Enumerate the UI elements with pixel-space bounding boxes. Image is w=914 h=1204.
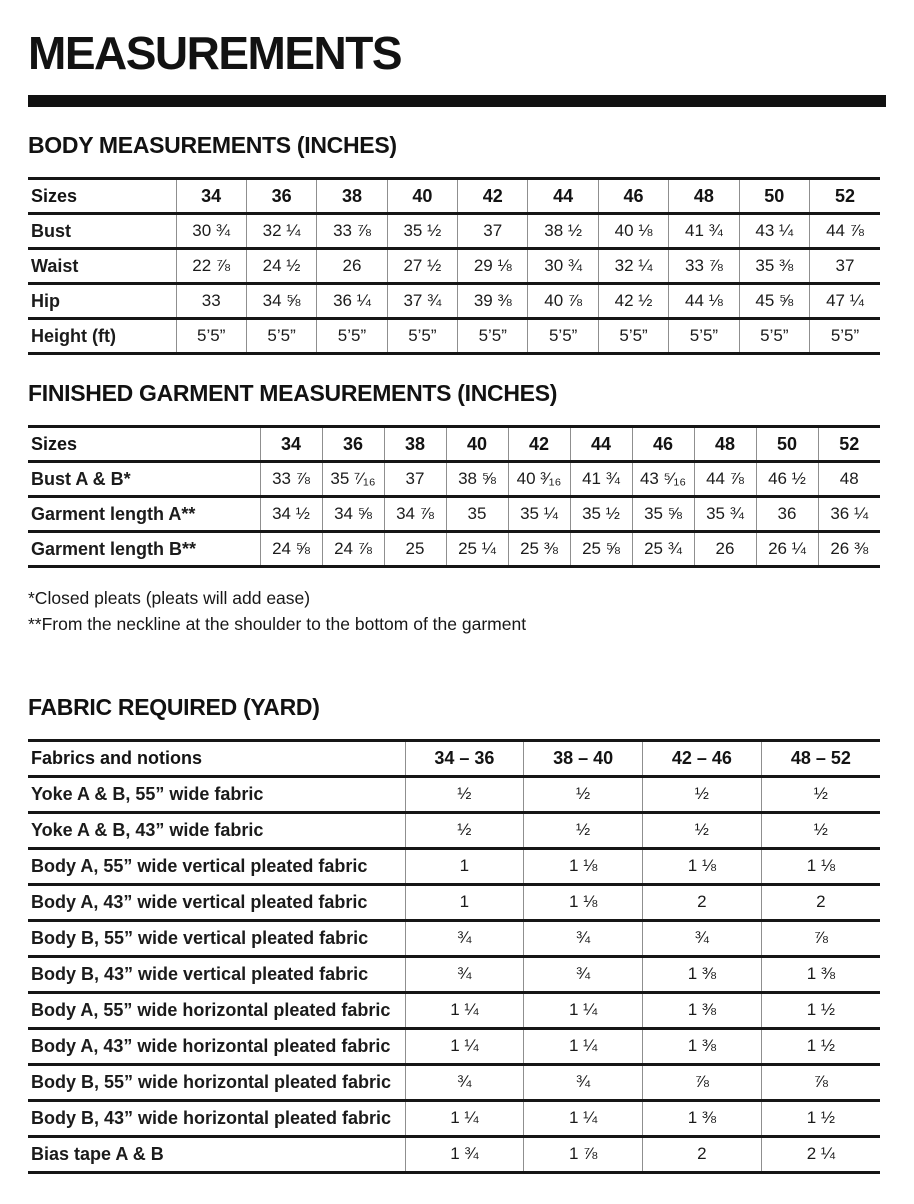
row-label: Bust [28,214,176,249]
value-cell: 40 ⅛ [598,214,668,249]
table-row [28,1028,880,1064]
column-header: 34 [176,179,246,214]
value-cell: 44 ⅞ [694,462,756,497]
table-header-row [28,179,880,214]
table-row [28,497,880,532]
table-row [28,992,880,1028]
value-cell: 35 ⅜ [739,249,809,284]
value-cell: ¾ [405,920,524,956]
value-cell: 24 ½ [246,249,316,284]
value-cell: 42 ½ [598,284,668,319]
row-label: Body A, 55” wide horizontal pleated fabric [28,992,405,1028]
column-header: 38 [384,427,446,462]
value-cell: 1 ⅛ [761,848,880,884]
value-cell: 45 ⅝ [739,284,809,319]
value-cell: 37 [384,462,446,497]
value-cell: 36 ¼ [317,284,387,319]
value-cell: 35 [446,497,508,532]
value-cell: 34 ⅝ [246,284,316,319]
column-header: 52 [818,427,880,462]
value-cell: 40 ³⁄₁₆ [508,462,570,497]
value-cell: 1 ¼ [524,992,643,1028]
value-cell: 32 ¼ [246,214,316,249]
value-cell: 25 ¼ [446,532,508,567]
value-cell: 33 ⅞ [260,462,322,497]
value-cell: ¾ [524,920,643,956]
value-cell: 25 ¾ [632,532,694,567]
value-cell: 34 ⅝ [322,497,384,532]
value-cell: 1 ⅞ [524,1136,643,1172]
footnotes [28,586,886,638]
row-label: Body A, 43” wide horizontal pleated fabric [28,1028,405,1064]
value-cell: 5’5” [528,319,598,354]
value-cell: ¾ [524,956,643,992]
table-header-label: Sizes [28,427,260,462]
value-cell: ⅞ [643,1064,762,1100]
value-cell: 1 ¾ [405,1136,524,1172]
row-label: Garment length B** [28,532,260,567]
value-cell: 34 ⅞ [384,497,446,532]
table-row [28,319,880,354]
value-cell: 38 ½ [528,214,598,249]
value-cell: 22 ⅞ [176,249,246,284]
value-cell: 36 [756,497,818,532]
value-cell: 37 [810,249,880,284]
value-cell: 1 ⅛ [524,884,643,920]
body-measurements-heading: BODY MEASUREMENTS (INCHES) [28,132,397,158]
value-cell: 1 ¼ [405,992,524,1028]
title-divider-rule [28,95,886,107]
value-cell: ½ [405,776,524,812]
fabric-required-table [28,739,880,1174]
value-cell: 26 [317,249,387,284]
body-measurements-table [28,177,880,355]
column-header: 42 [458,179,528,214]
value-cell: 1 ¼ [524,1028,643,1064]
value-cell: 48 [818,462,880,497]
row-label: Body B, 55” wide vertical pleated fabric [28,920,405,956]
row-label: Body B, 55” wide horizontal pleated fabric [28,1064,405,1100]
column-header: 38 [317,179,387,214]
row-label: Body B, 43” wide vertical pleated fabric [28,956,405,992]
table-row [28,848,880,884]
fabric-required-section [28,693,886,1174]
column-header: 46 [632,427,694,462]
value-cell: 26 ⅜ [818,532,880,567]
value-cell: 29 ⅛ [458,249,528,284]
value-cell: 41 ¾ [669,214,739,249]
table-header-row [28,740,880,776]
footnote-neckline: **From the neckline at the shoulder to the bottom of the garment [28,613,527,634]
value-cell: ¾ [405,956,524,992]
value-cell: 2 [643,1136,762,1172]
value-cell: 1 ½ [761,1028,880,1064]
page-title: MEASUREMENTS [28,27,402,79]
value-cell: ⅞ [761,920,880,956]
column-header: 46 [598,179,668,214]
value-cell: 34 ½ [260,497,322,532]
footnote-closed-pleats: *Closed pleats (pleats will add ease) [28,588,311,608]
table-row [28,884,880,920]
value-cell: 27 ½ [387,249,457,284]
table-row [28,956,880,992]
value-cell: 1 ¼ [405,1100,524,1136]
column-header: 48 [669,179,739,214]
value-cell: 1 ½ [761,1100,880,1136]
value-cell: 5’5” [739,319,809,354]
column-header: 36 [246,179,316,214]
value-cell: 5’5” [176,319,246,354]
value-cell: 25 [384,532,446,567]
value-cell: 1 ⅛ [643,848,762,884]
value-cell: 47 ¼ [810,284,880,319]
value-cell: 5’5” [810,319,880,354]
row-label: Bias tape A & B [28,1136,405,1172]
value-cell: 2 [761,884,880,920]
value-cell: ¾ [643,920,762,956]
value-cell: 33 [176,284,246,319]
row-label: Height (ft) [28,319,176,354]
column-header: 48 – 52 [761,740,880,776]
value-cell: 1 ½ [761,992,880,1028]
value-cell: 1 ¼ [524,1100,643,1136]
column-header: 50 [756,427,818,462]
value-cell: 44 ⅛ [669,284,739,319]
column-header: 42 [508,427,570,462]
row-label: Body A, 55” wide vertical pleated fabric [28,848,405,884]
column-header: 38 – 40 [524,740,643,776]
value-cell: 5’5” [387,319,457,354]
column-header: 42 – 46 [643,740,762,776]
value-cell: 39 ⅜ [458,284,528,319]
table-row [28,249,880,284]
table-row [28,812,880,848]
value-cell: 35 ½ [570,497,632,532]
value-cell: ½ [643,812,762,848]
value-cell: 35 ¾ [694,497,756,532]
row-label: Garment length A** [28,497,260,532]
value-cell: ½ [761,776,880,812]
table-row [28,462,880,497]
value-cell: ½ [405,812,524,848]
column-header: 34 – 36 [405,740,524,776]
value-cell: 40 ⅞ [528,284,598,319]
table-row [28,776,880,812]
row-label: Yoke A & B, 43” wide fabric [28,812,405,848]
table-row [28,284,880,319]
value-cell: 1 [405,848,524,884]
row-label: Body A, 43” wide vertical pleated fabric [28,884,405,920]
value-cell: 25 ⅝ [570,532,632,567]
column-header: 50 [739,179,809,214]
value-cell: 35 ⁷⁄₁₆ [322,462,384,497]
row-label: Yoke A & B, 55” wide fabric [28,776,405,812]
value-cell: 1 ⅛ [524,848,643,884]
value-cell: ¾ [405,1064,524,1100]
value-cell: 33 ⅞ [317,214,387,249]
column-header: 34 [260,427,322,462]
row-label: Bust A & B* [28,462,260,497]
value-cell: 26 ¼ [756,532,818,567]
column-header: 48 [694,427,756,462]
column-header: 44 [570,427,632,462]
value-cell: 30 ¾ [528,249,598,284]
value-cell: 1 ⅜ [643,992,762,1028]
value-cell: 33 ⅞ [669,249,739,284]
garment-measurements-section [28,382,886,638]
column-header: 44 [528,179,598,214]
value-cell: ½ [524,776,643,812]
value-cell: 35 ⅝ [632,497,694,532]
value-cell: ½ [524,812,643,848]
table-row [28,532,880,567]
value-cell: 35 ¼ [508,497,570,532]
column-header: 40 [387,179,457,214]
table-header-label: Sizes [28,179,176,214]
value-cell: 24 ⅞ [322,532,384,567]
value-cell: 5’5” [598,319,668,354]
value-cell: 1 ⅜ [643,1028,762,1064]
value-cell: 46 ½ [756,462,818,497]
value-cell: 41 ¾ [570,462,632,497]
value-cell: 44 ⅞ [810,214,880,249]
body-measurements-section [28,134,886,355]
table-header-row [28,427,880,462]
value-cell: 35 ½ [387,214,457,249]
value-cell: 1 [405,884,524,920]
value-cell: ⅞ [761,1064,880,1100]
value-cell: ¾ [524,1064,643,1100]
garment-measurements-heading: FINISHED GARMENT MEASUREMENTS (INCHES) [28,380,558,406]
row-label: Hip [28,284,176,319]
value-cell: 5’5” [458,319,528,354]
value-cell: 5’5” [669,319,739,354]
value-cell: 2 ¼ [761,1136,880,1172]
table-row [28,1064,880,1100]
value-cell: 25 ⅜ [508,532,570,567]
column-header: 40 [446,427,508,462]
value-cell: 30 ¾ [176,214,246,249]
value-cell: 26 [694,532,756,567]
value-cell: 32 ¼ [598,249,668,284]
value-cell: 37 [458,214,528,249]
value-cell: 5’5” [317,319,387,354]
value-cell: 43 ⁵⁄₁₆ [632,462,694,497]
value-cell: 1 ⅜ [643,1100,762,1136]
value-cell: 38 ⅝ [446,462,508,497]
table-row [28,214,880,249]
value-cell: ½ [643,776,762,812]
garment-measurements-table [28,425,880,568]
value-cell: 36 ¼ [818,497,880,532]
value-cell: 43 ¼ [739,214,809,249]
fabric-required-heading: FABRIC REQUIRED (YARD) [28,693,320,720]
table-row [28,920,880,956]
column-header: 52 [810,179,880,214]
row-label: Body B, 43” wide horizontal pleated fabric [28,1100,405,1136]
value-cell: ½ [761,812,880,848]
value-cell: 37 ¾ [387,284,457,319]
value-cell: 1 ¼ [405,1028,524,1064]
row-label: Waist [28,249,176,284]
value-cell: 1 ⅜ [761,956,880,992]
value-cell: 2 [643,884,762,920]
table-row [28,1136,880,1172]
table-header-label: Fabrics and notions [28,740,405,776]
table-row [28,1100,880,1136]
value-cell: 5’5” [246,319,316,354]
value-cell: 1 ⅜ [643,956,762,992]
column-header: 36 [322,427,384,462]
value-cell: 24 ⅝ [260,532,322,567]
